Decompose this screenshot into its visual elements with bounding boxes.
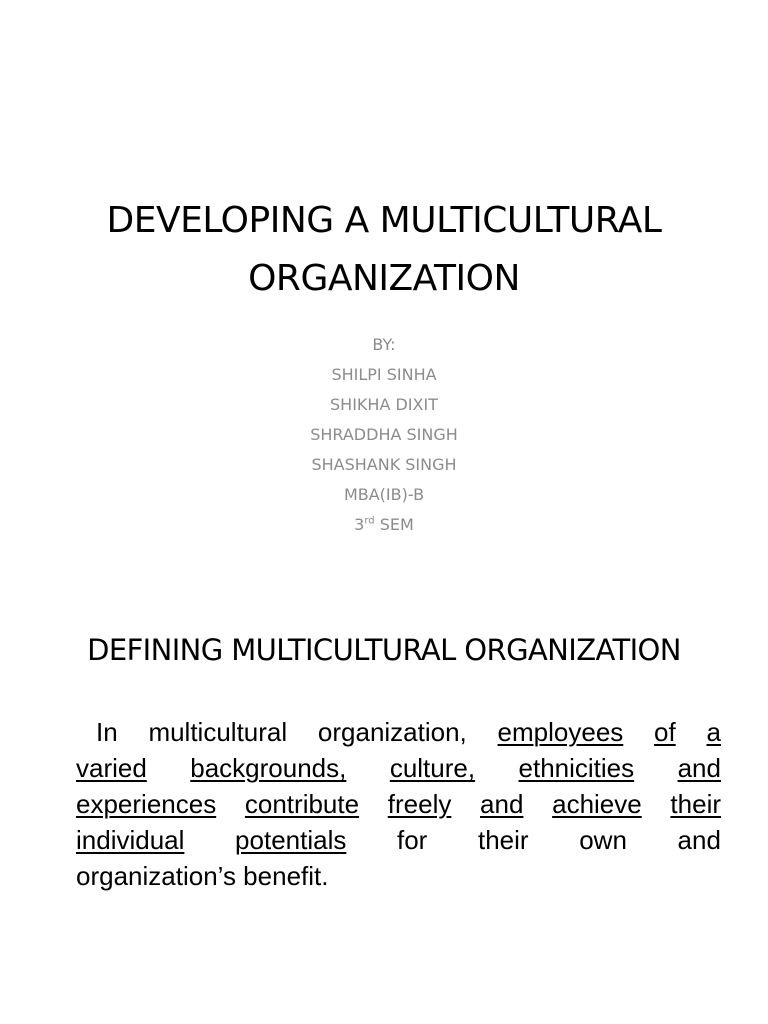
- paragraph-line-3: [76, 786, 721, 822]
- word: organization’s benefit.: [76, 861, 329, 891]
- underlined-word: achieve: [552, 789, 642, 819]
- word: multicultural: [148, 717, 288, 747]
- paragraph-line-1: [76, 714, 721, 750]
- author-name: SHIKHA DIXIT: [330, 395, 438, 414]
- semester-label: [0, 510, 768, 540]
- underlined-word: contribute: [244, 789, 360, 819]
- underlined-word: potentials: [235, 825, 347, 855]
- underlined-word: and: [480, 789, 524, 819]
- byline: [0, 330, 768, 540]
- semester-suffix: rd: [364, 515, 375, 527]
- underlined-word: ethnicities: [518, 753, 635, 783]
- definition-slide: [0, 610, 768, 1024]
- semester-text: SEM: [374, 515, 414, 534]
- underlined-word: experiences: [76, 789, 217, 819]
- program-label: MBA(IB)-B: [343, 485, 425, 504]
- title-line-2: ORGANIZATION: [248, 258, 520, 299]
- paragraph-line-2: [76, 750, 721, 786]
- word: their: [477, 825, 529, 855]
- paragraph-line-5: [76, 858, 721, 894]
- title-line-1: DEVELOPING A MULTICULTURAL: [106, 200, 662, 241]
- paragraph-line-4: [76, 822, 721, 858]
- definition-paragraph: [76, 714, 721, 894]
- word: own: [579, 825, 627, 855]
- underlined-word: employees: [497, 717, 624, 747]
- author-name: SHASHANK SINGH: [311, 455, 457, 474]
- word: organization,: [317, 717, 467, 747]
- author-name: SHILPI SINHA: [331, 365, 437, 384]
- underlined-word: a: [706, 717, 721, 747]
- underlined-word: varied: [76, 753, 147, 783]
- word-text: In: [96, 717, 118, 747]
- underlined-word: their: [670, 789, 721, 819]
- slide-title: [0, 192, 768, 308]
- underlined-word: individual: [76, 825, 185, 855]
- underlined-word: of: [654, 717, 676, 747]
- author-name: SHRADDHA SINGH: [310, 425, 458, 444]
- semester-number: 3: [354, 515, 365, 534]
- underlined-word: culture,: [389, 753, 476, 783]
- underlined-word: freely: [387, 789, 452, 819]
- byline-by: BY:: [372, 335, 396, 354]
- word: for: [397, 825, 428, 855]
- word: and: [677, 825, 721, 855]
- underlined-word: backgrounds,: [190, 753, 347, 783]
- word: [76, 714, 118, 750]
- underlined-word: and: [677, 753, 721, 783]
- slide-heading: DEFINING MULTICULTURAL ORGANIZATION: [87, 633, 681, 667]
